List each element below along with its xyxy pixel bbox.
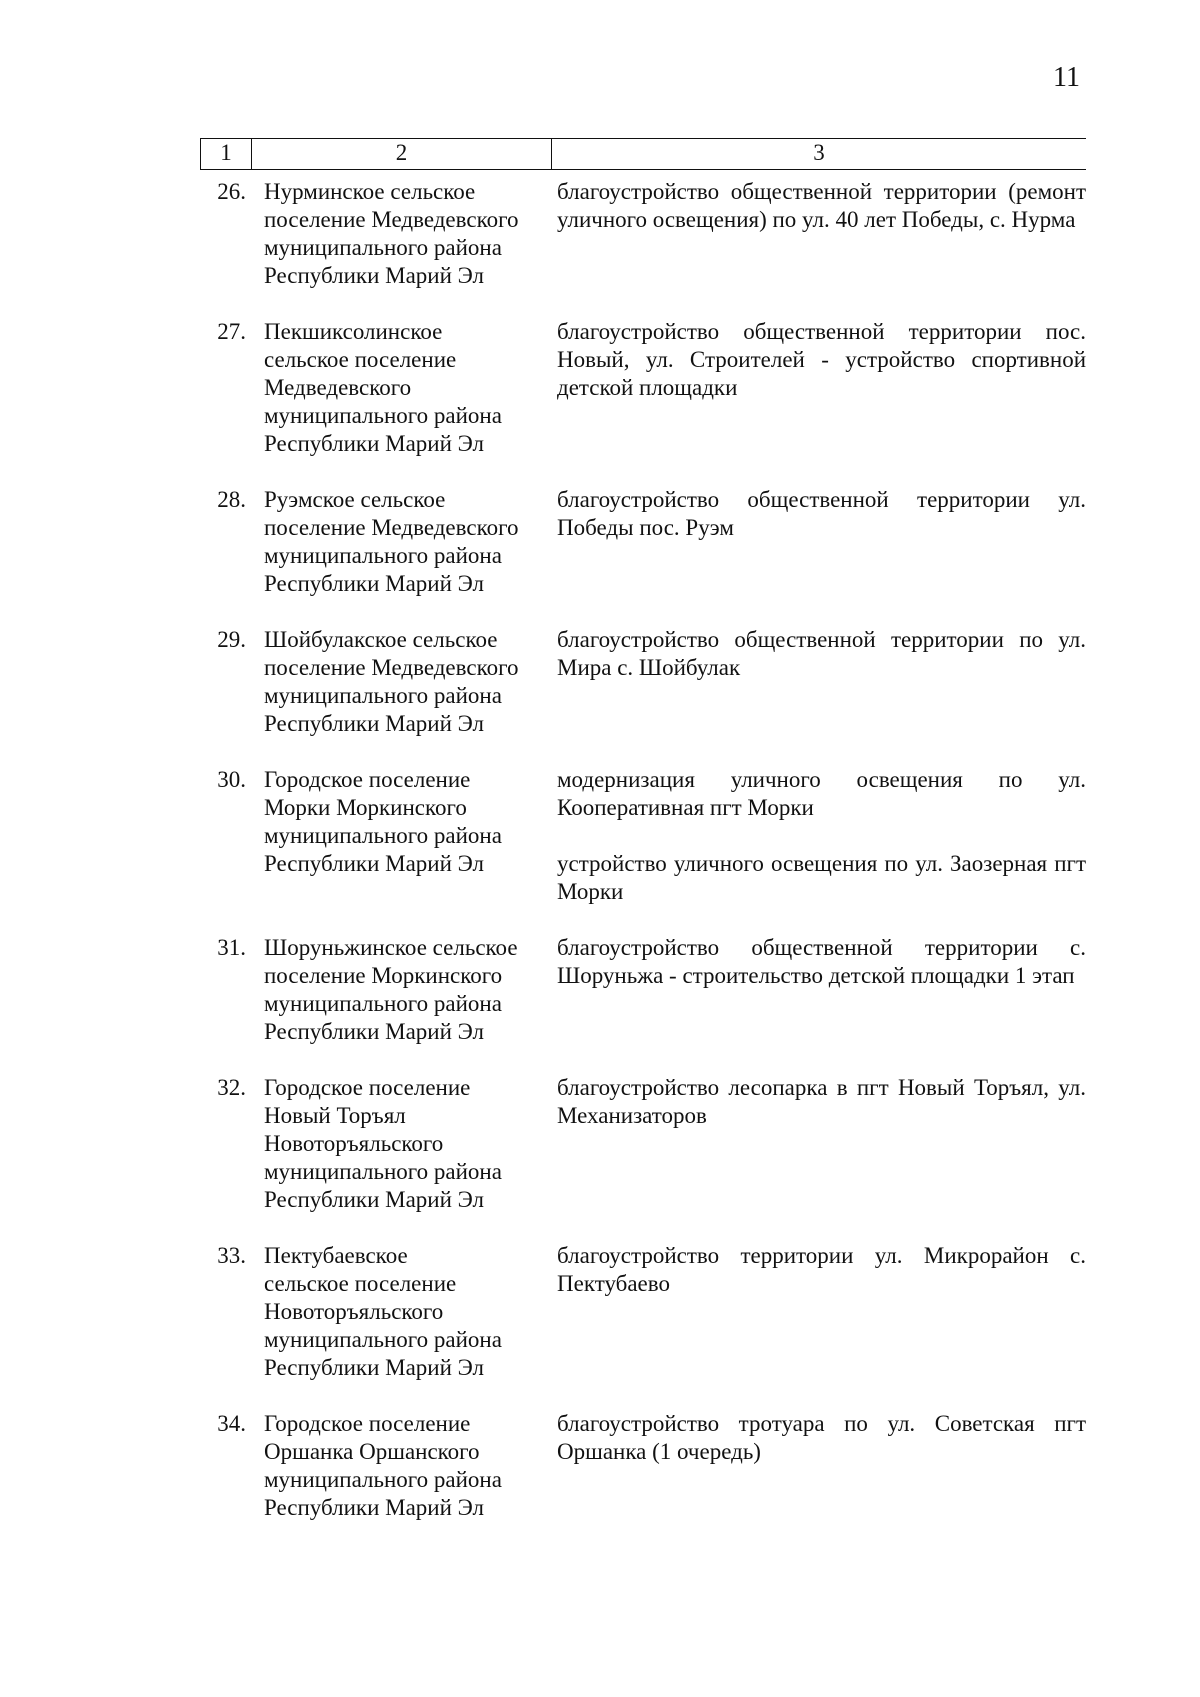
header-col-3: 3: [813, 140, 825, 165]
project-item: благоустройство общественной территории (ремонт уличного освещения) по ул. 40 лет Победы, с. Нурма: [557, 179, 1086, 232]
row-number: 27.: [217, 319, 246, 344]
row-number: 32.: [217, 1075, 246, 1100]
settlement-name: Городское поселение Оршанка Оршанского муниципального района Республики Марий Эл: [264, 1411, 502, 1520]
table-row: [200, 1242, 1086, 1382]
header-col-2: 2: [252, 139, 552, 169]
project-description: [555, 766, 1086, 906]
settlement-name: Городское поселение Новый Торъял Новоторъяльского муниципального района Республики Марий Эл: [264, 1075, 502, 1212]
project-description: [555, 934, 1086, 1046]
settlement-name: Пекшиксолинское сельское поселение Медведевского муниципального района Республики Марий Эл: [264, 319, 502, 456]
row-number: 31.: [217, 935, 246, 960]
project-description: [555, 626, 1086, 738]
project-item: благоустройство общественной территории пос. Новый, ул. Строителей - устройство спортивной детской площадки: [557, 319, 1086, 400]
page-number: 11: [1053, 62, 1080, 93]
project-item: благоустройство лесопарка в пгт Новый Торъял, ул. Механизаторов: [557, 1075, 1086, 1128]
project-description: [555, 178, 1086, 290]
project-item: устройство уличного освещения по ул. Заозерная пгт Морки: [557, 851, 1086, 904]
project-item: благоустройство тротуара по ул. Советская пгт Оршанка (1 очередь): [557, 1411, 1086, 1464]
settlement-name: Городское поселение Морки Моркинского муниципального района Республики Марий Эл: [264, 767, 502, 876]
row-number: 29.: [217, 627, 246, 652]
project-item: модернизация уличного освещения по ул. Кооперативная пгт Морки: [557, 767, 1086, 820]
table-row: [200, 1074, 1086, 1214]
header-col-1: 1: [200, 139, 252, 169]
settlement-name: Шоруньжинское сельское поселение Моркинского муниципального района Республики Марий Эл: [264, 935, 518, 1044]
project-item: благоустройство территории ул. Микрорайон с. Пектубаево: [557, 1243, 1086, 1296]
table-body: [200, 178, 1086, 1550]
project-description: [555, 318, 1086, 458]
table-row: [200, 934, 1086, 1046]
row-number: 28.: [217, 487, 246, 512]
project-description: [555, 1242, 1086, 1382]
row-number: 30.: [217, 767, 246, 792]
project-description: [555, 1410, 1086, 1522]
table-row: [200, 178, 1086, 290]
table-row: [200, 318, 1086, 458]
project-item: благоустройство общественной территории по ул. Мира с. Шойбулак: [557, 627, 1086, 680]
project-item: благоустройство общественной территории с. Шоруньжа - строительство детской площадки 1 этап: [557, 935, 1086, 988]
project-item: благоустройство общественной территории ул. Победы пос. Руэм: [557, 487, 1086, 540]
table-row: [200, 766, 1086, 906]
settlement-name: Шойбулакское сельское поселение Медведевского муниципального района Республики Марий Эл: [264, 627, 519, 736]
table-header: [200, 138, 1086, 170]
settlement-name: Пектубаевское сельское поселение Новоторъяльского муниципального района Республики Марий Эл: [264, 1243, 502, 1380]
project-description: [555, 486, 1086, 598]
table-row: [200, 1410, 1086, 1522]
settlement-name: Нурминское сельское поселение Медведевского муниципального района Республики Марий Эл: [264, 179, 519, 288]
row-number: 34.: [217, 1411, 246, 1436]
project-description: [555, 1074, 1086, 1214]
settlement-name: Руэмское сельское поселение Медведевского муниципального района Республики Марий Эл: [264, 487, 519, 596]
row-number: 33.: [217, 1243, 246, 1268]
row-number: 26.: [217, 179, 246, 204]
table-row: [200, 626, 1086, 738]
table-row: [200, 486, 1086, 598]
